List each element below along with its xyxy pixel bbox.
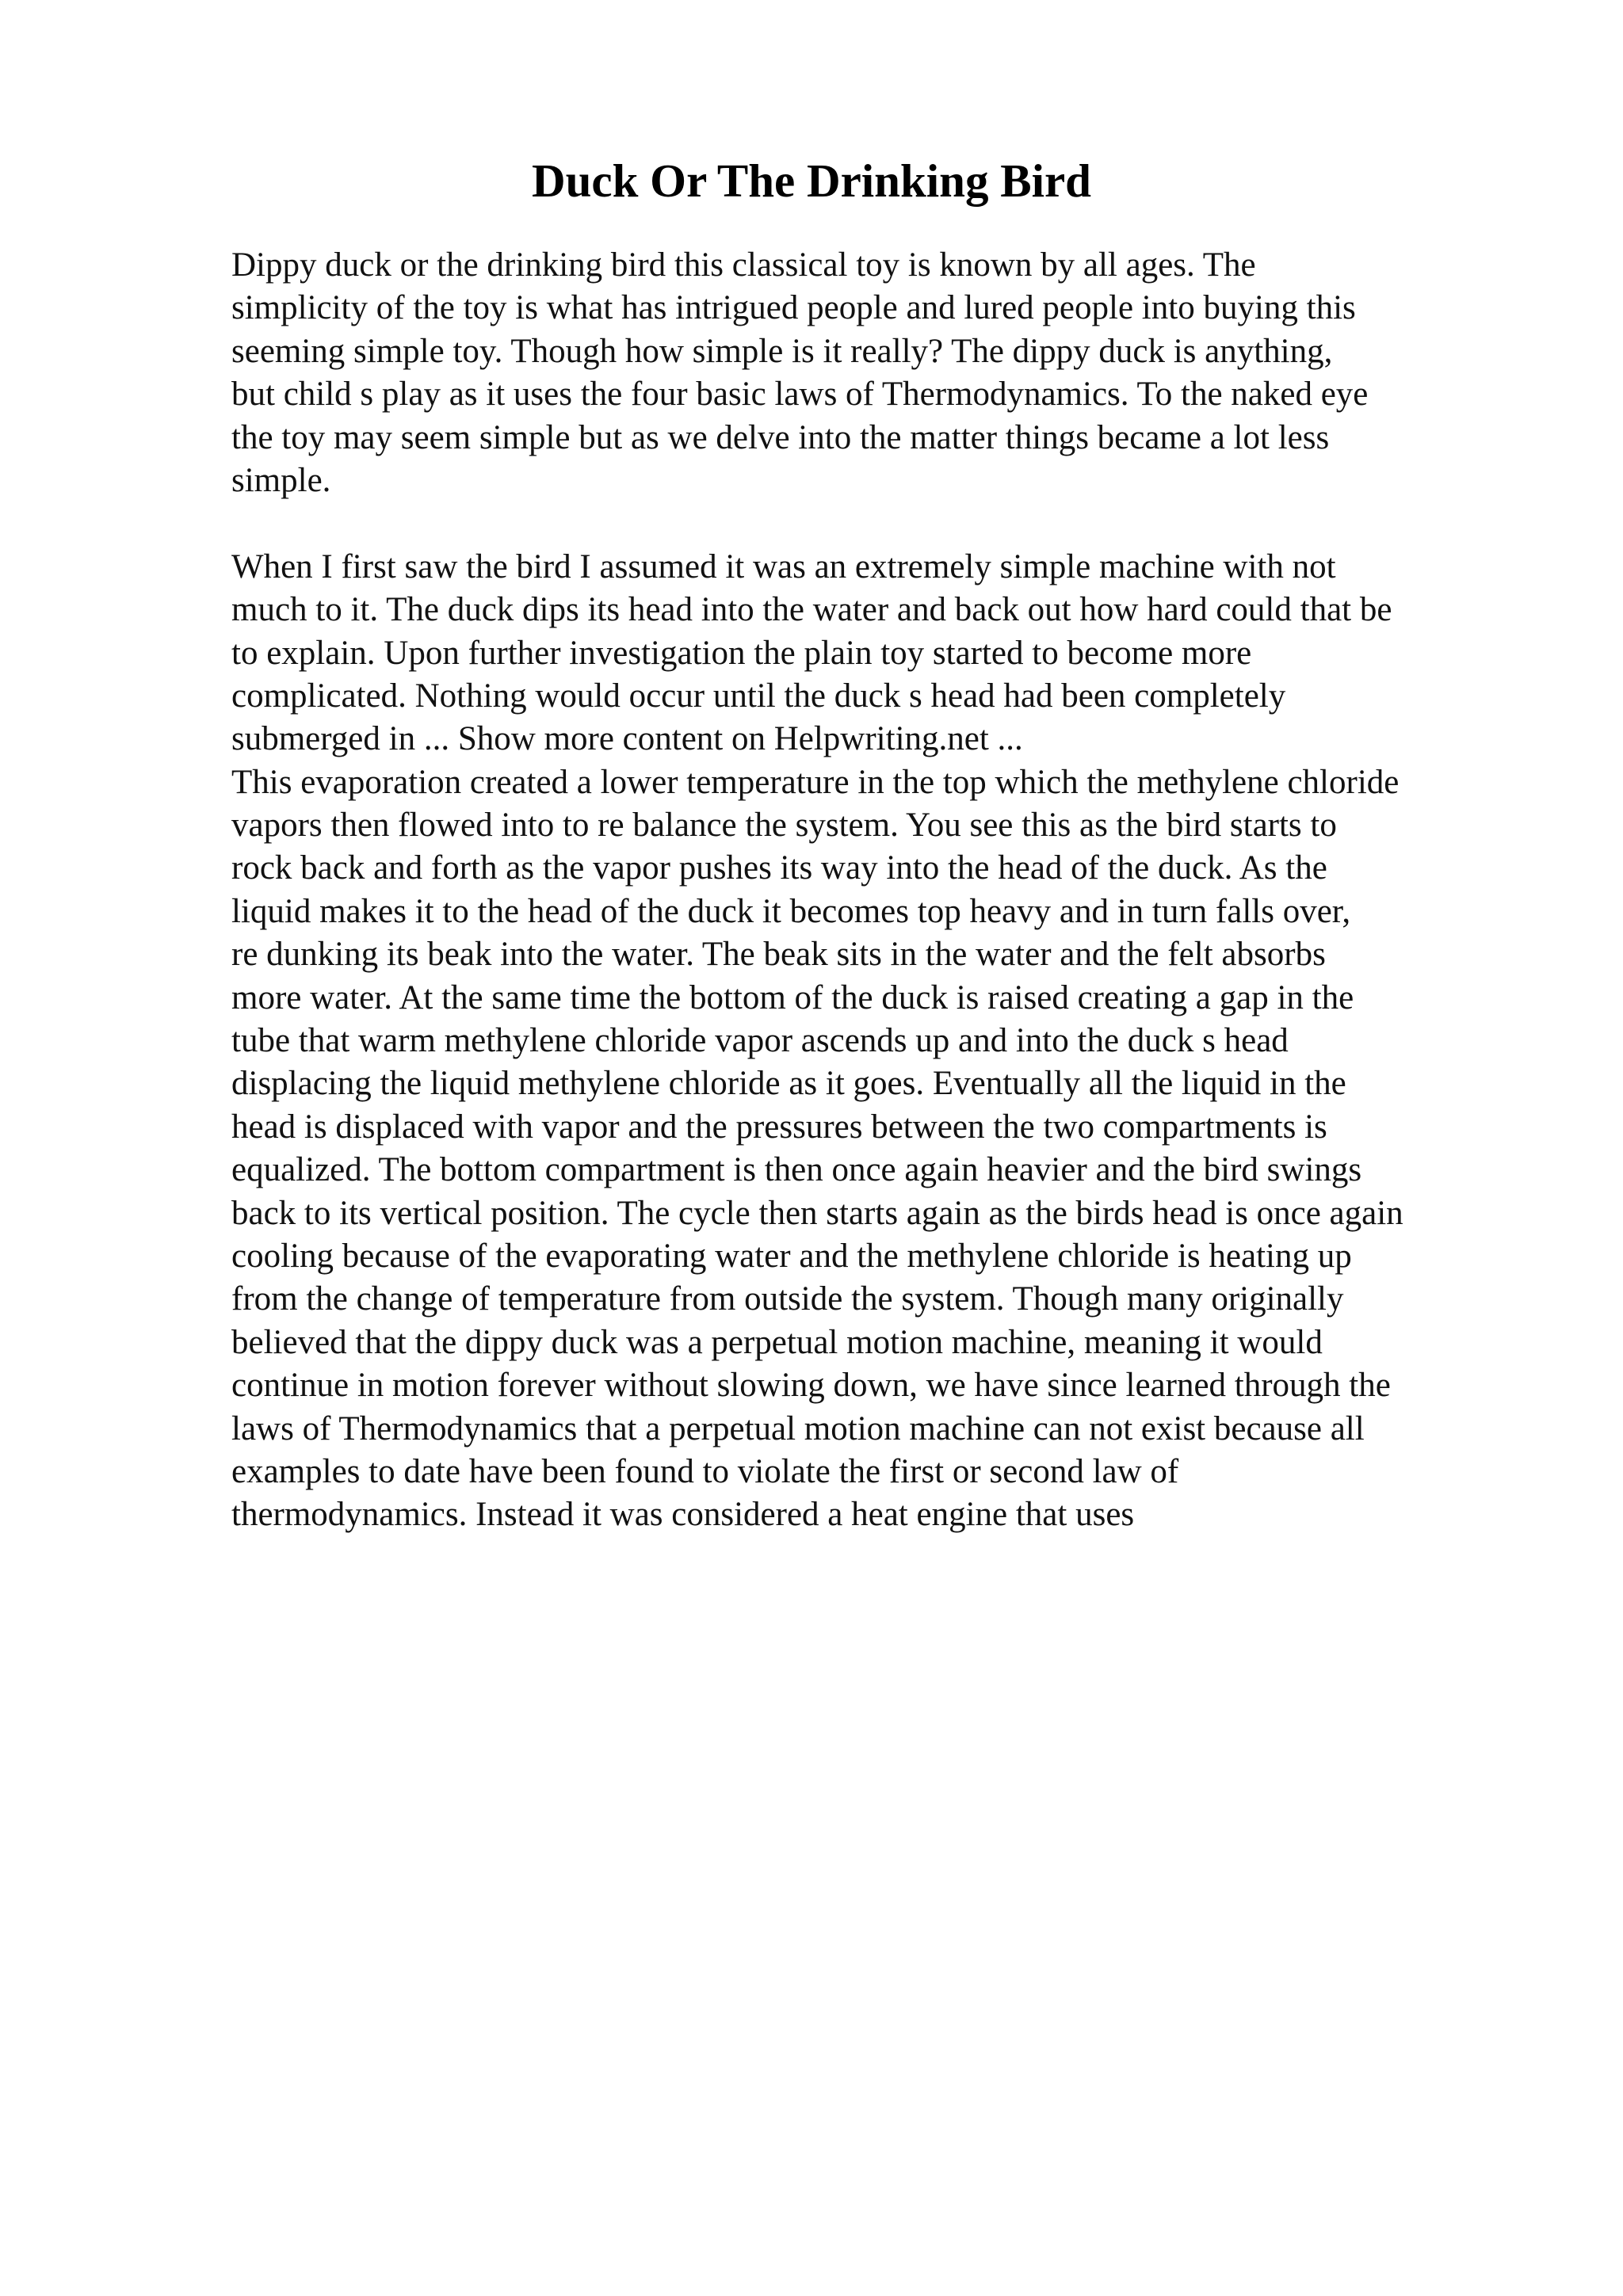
text-line: more water. At the same time the bottom of the duck is raised creating a gap in the bbox=[231, 978, 1354, 1016]
text-line: to explain. Upon further investigation the plain toy started to become more bbox=[231, 634, 1252, 672]
text-line: much to it. The duck dips its head into the water and back out how hard could that be bbox=[231, 591, 1392, 629]
text-line: Dippy duck or the drinking bird this classical toy is known by all ages. The bbox=[231, 246, 1256, 284]
document-body bbox=[231, 244, 1531, 1537]
document-title: Duck Or The Drinking Bird bbox=[532, 154, 1091, 207]
text-line: This evaporation created a lower temperature in the top which the methylene chloride bbox=[231, 763, 1400, 801]
text-line: examples to date have been found to violate the first or second law of bbox=[231, 1452, 1179, 1490]
text-line: equalized. The bottom compartment is then once again heavier and the bird swings bbox=[231, 1151, 1362, 1189]
text-line: the toy may seem simple but as we delve into the matter things became a lot less bbox=[231, 418, 1330, 456]
text-line: head is displaced with vapor and the pressures between the two compartments is bbox=[231, 1108, 1327, 1146]
text-line: believed that the dippy duck was a perpetual motion machine, meaning it would bbox=[231, 1323, 1323, 1361]
text-line: cooling because of the evaporating water and the methylene chloride is heating up bbox=[231, 1237, 1352, 1275]
paragraph-first-impression bbox=[231, 546, 1531, 761]
text-line: complicated. Nothing would occur until the duck s head had been completely bbox=[231, 677, 1286, 715]
text-line: continue in motion forever without slowing down, we have since learned through the bbox=[231, 1367, 1391, 1405]
text-line: simplicity of the toy is what has intrigued people and lured people into buying this bbox=[231, 289, 1356, 327]
text-line: submerged in ... Show more content on Helpwriting.net ... bbox=[231, 720, 1023, 758]
text-line: re dunking its beak into the water. The beak sits in the water and the felt absorbs bbox=[231, 936, 1326, 974]
text-line: rock back and forth as the vapor pushes its way into the head of the duck. As the bbox=[231, 849, 1327, 887]
text-line: simple. bbox=[231, 461, 331, 499]
text-line: vapors then flowed into to re balance the system. You see this as the bird starts to bbox=[231, 807, 1337, 845]
text-line: from the change of temperature from outside the system. Though many originally bbox=[231, 1280, 1344, 1318]
text-line: laws of Thermodynamics that a perpetual motion machine can not exist because all bbox=[231, 1409, 1365, 1447]
paragraph-intro bbox=[231, 244, 1531, 502]
text-line: seeming simple toy. Though how simple is it really? The dippy duck is anything, bbox=[231, 332, 1333, 370]
text-line: back to its vertical position. The cycle then starts again as the birds head is once again bbox=[231, 1194, 1403, 1232]
paragraph-spacer bbox=[231, 502, 1531, 545]
text-line: but child s play as it uses the four basic laws of Thermodynamics. To the naked eye bbox=[231, 376, 1369, 414]
text-line: displacing the liquid methylene chloride as it goes. Eventually all the liquid in the bbox=[231, 1065, 1346, 1103]
text-line: thermodynamics. Instead it was considered a heat engine that uses bbox=[231, 1496, 1135, 1534]
paragraph-evaporation bbox=[231, 761, 1531, 1537]
text-line: tube that warm methylene chloride vapor ascends up and into the duck s head bbox=[231, 1022, 1289, 1060]
text-line: When I first saw the bird I assumed it was an extremely simple machine with not bbox=[231, 547, 1336, 585]
text-line: liquid makes it to the head of the duck it becomes top heavy and in turn falls over, bbox=[231, 892, 1351, 930]
